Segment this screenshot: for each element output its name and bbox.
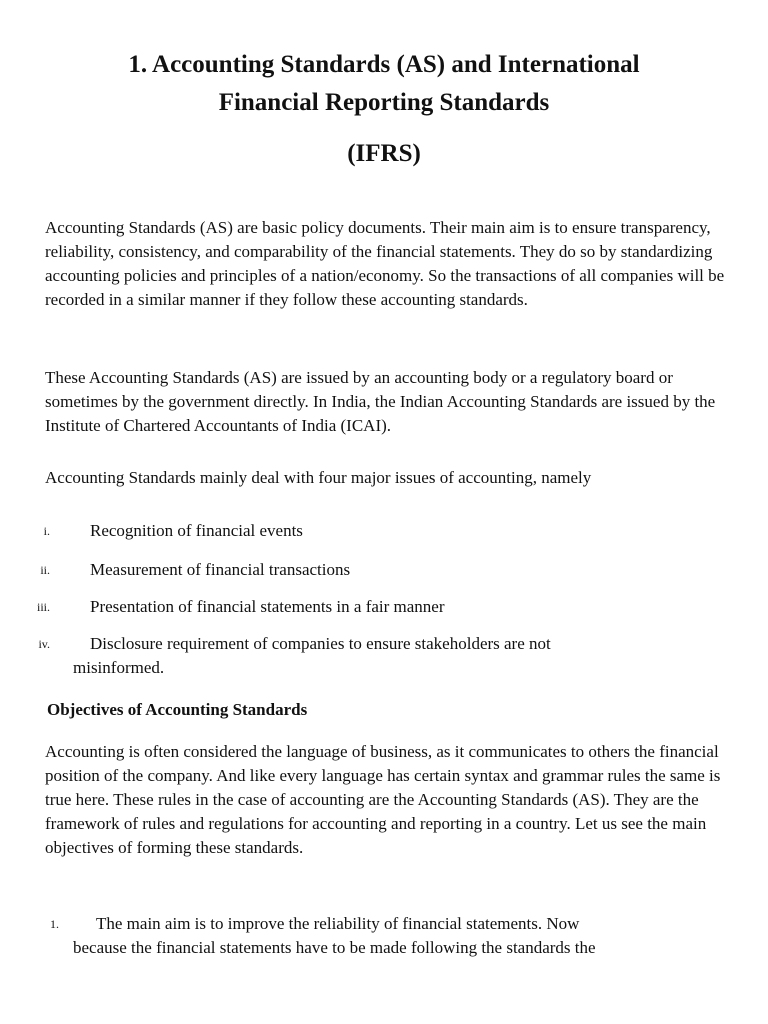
document-title-line-1: 1. Accounting Standards (AS) and International	[128, 51, 640, 78]
list-item-text: Disclosure requirement of companies to ensure stakeholders are not	[90, 634, 551, 653]
issuing-body-paragraph: These Accounting Standards (AS) are issued by an accounting body or a regulatory board or sometimes by the government directly. In India, the Indian Accounting Standards are issued by the Institute of Chartered Accountants of India (ICAI).	[45, 368, 716, 435]
document-title-line-2: Financial Reporting Standards	[218, 89, 550, 116]
numbered-item-line-2: because the financial statements have to be made following the standards the	[73, 938, 596, 957]
numbered-item-line-1: The main aim is to improve the reliability of financial statements. Now	[96, 914, 580, 933]
list-marker: iv.	[38, 637, 50, 651]
objectives-paragraph: Accounting is often considered the language of business, as it communicates to others the financial position of the company. And like every language has certain syntax and grammar rules the same is true here. These rules in the case of accounting are the Accounting Standards (AS). They are the framework of rules and regulations for accounting and reporting in a country. Let us see the main objectives of forming these standards.	[45, 742, 721, 857]
major-issues-intro: Accounting Standards mainly deal with four major issues of accounting, namely	[45, 468, 592, 487]
list-marker: 1.	[50, 917, 59, 931]
intro-paragraph: Accounting Standards (AS) are basic policy documents. Their main aim is to ensure transparency, reliability, consistency, and comparability of the financial statements. They do so by standardizing accounting policies and principles of a nation/economy. So the transactions of all companies will be recorded in a similar manner if they follow these accounting standards.	[45, 218, 725, 309]
list-item-continuation: misinformed.	[73, 658, 165, 677]
objectives-heading: Objectives of Accounting Standards	[47, 700, 308, 719]
list-marker: ii.	[40, 563, 50, 577]
list-marker: iii.	[36, 600, 50, 614]
document-title-line-3: (IFRS)	[347, 140, 421, 167]
list-marker: i.	[43, 524, 50, 538]
list-item-text: Recognition of financial events	[90, 521, 303, 540]
list-item-text: Presentation of financial statements in a fair manner	[90, 597, 445, 616]
list-item-text: Measurement of financial transactions	[90, 560, 351, 579]
